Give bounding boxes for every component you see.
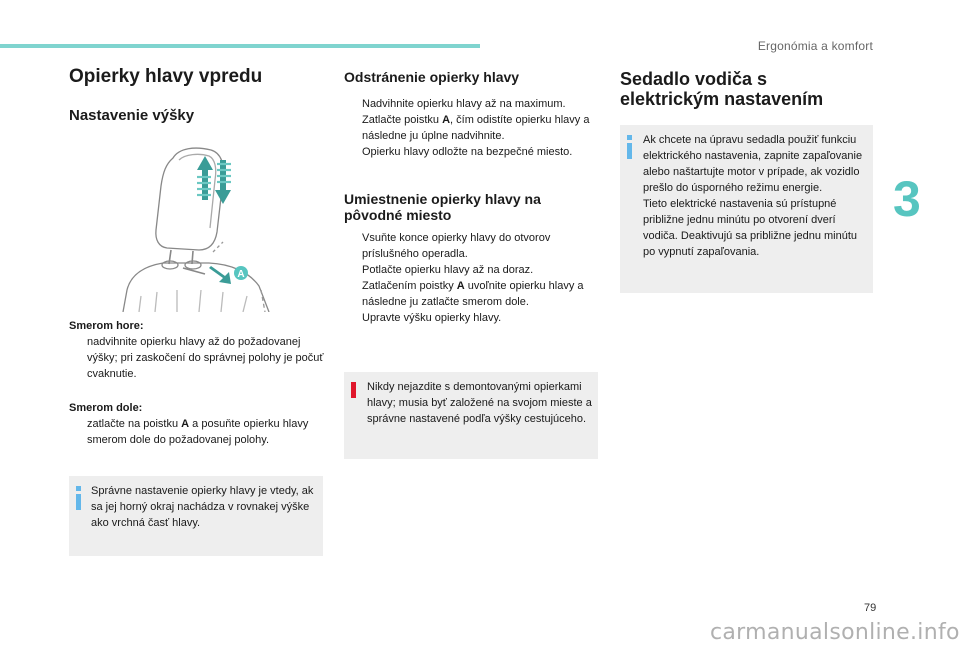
header-accent-bar bbox=[0, 44, 480, 48]
warning-note: Nikdy nejazdite s demontovanými opierkami hlavy; musia byť založené na svojom mieste a správne nastavené podľa výšky cestujúceho. bbox=[344, 372, 598, 459]
list-item: Zatlačením poistky A uvoľnite opierku hlavy a následne ju zatlačte smerom dole. bbox=[362, 280, 584, 308]
list-item: Nadvihnite opierku hlavy až na maximum. bbox=[362, 98, 566, 110]
lower-heading: Smerom dole: bbox=[69, 402, 143, 414]
page-number: 79 bbox=[864, 602, 877, 614]
press-arrow-icon bbox=[209, 266, 231, 284]
info-icon bbox=[76, 486, 82, 512]
info-note-headrest: Správne nastavenie opierky hlavy je vtedy, ak sa jej horný okraj nachádza v rovnakej výške ako vrchná časť hlavy. bbox=[69, 476, 323, 556]
section-title: Ergonómia a komfort bbox=[757, 39, 873, 53]
raise-instructions bbox=[69, 318, 324, 382]
headrest-adjust-illustration bbox=[113, 140, 281, 312]
lower-instructions bbox=[69, 400, 324, 448]
list-item: Zatlačte poistku A, čím odistíte opierku hlavy a následne ju úplne nadvihnite. bbox=[362, 114, 590, 142]
list-item: nadvihnite opierku hlavy až do požadovanej výšky; pri zaskočení do správnej polohy je počuť cvaknutie. bbox=[87, 336, 324, 380]
list-item: Potlačte opierku hlavy až na doraz. bbox=[362, 264, 534, 276]
removal-title: Odstránenie opierky hlavy bbox=[344, 69, 520, 85]
list-item: Upravte výšku opierky hlavy. bbox=[362, 312, 502, 324]
list-item: zatlačte na poistku A a posuňte opierku hlavy smerom dole do požadovanej polohy. bbox=[87, 418, 309, 446]
chapter-number: 3 bbox=[893, 171, 921, 227]
up-down-arrows-icon bbox=[197, 156, 231, 204]
electric-seat-title: Sedadlo vodiča s elektrickým nastavením bbox=[620, 69, 824, 109]
refit-title: Umiestnenie opierky hlavy na pôvodné miesto bbox=[344, 191, 541, 223]
info-note-electric-seat: Ak chcete na úpravu sedadla použiť funkciu elektrického nastavenia, zapnite zapaľovanie alebo naštartujte motor v prípade, ak vozidlo prešlo do úsporného režimu energie. Tieto elektrické nastavenia sú prístupné približne jednu minútu po otvorení dverí vodiča. Deaktivujú sa približne jednu minútu po vypnutí zapaľovania. bbox=[620, 125, 873, 293]
subsection-title: Nastavenie výšky bbox=[69, 107, 195, 124]
raise-heading: Smerom hore: bbox=[69, 320, 144, 332]
watermark: carmanualsonline.info bbox=[710, 620, 960, 645]
refit-instructions bbox=[344, 230, 600, 326]
warning-icon bbox=[351, 382, 357, 408]
list-item: Opierku hlavy odložte na bezpečné miesto. bbox=[362, 146, 573, 158]
info-icon bbox=[627, 135, 633, 161]
removal-instructions bbox=[344, 96, 600, 160]
callout-a-label: A bbox=[237, 269, 245, 280]
list-item: Vsuňte konce opierky hlavy do otvorov príslušného operadla. bbox=[362, 232, 551, 260]
page-title: Opierky hlavy vpredu bbox=[69, 66, 263, 87]
